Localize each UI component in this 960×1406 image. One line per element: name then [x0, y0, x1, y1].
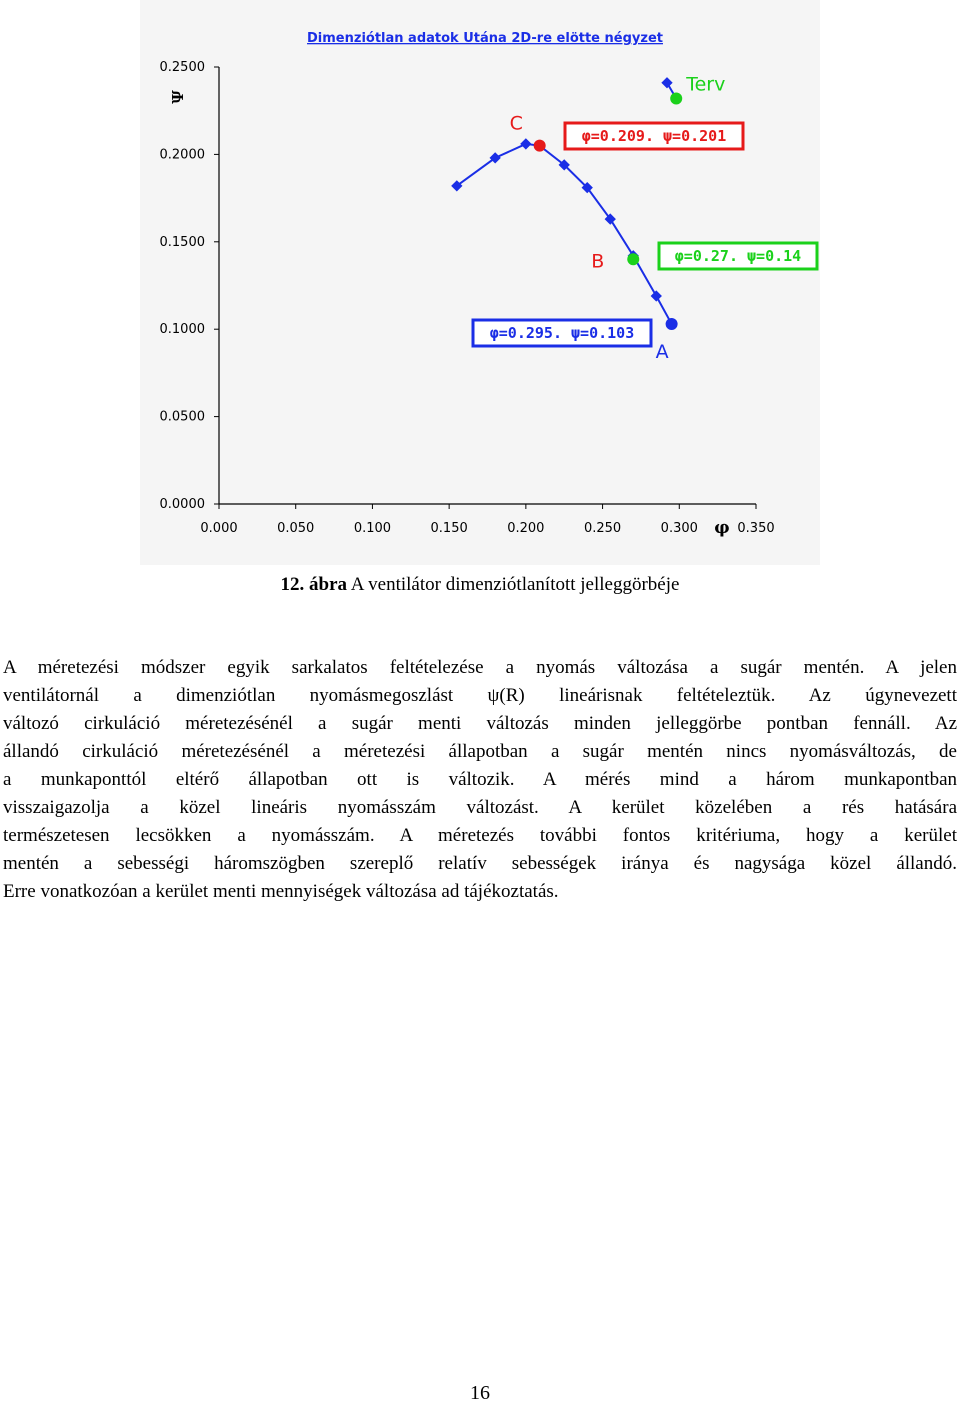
page-number: 16 [470, 1382, 490, 1404]
paragraph-line: változó cirkuláció méretezésénél a sugár menti változás minden jelleggörbe pontban fennáll. Az [3, 713, 957, 734]
y-tick-label: 0.0500 [159, 409, 205, 425]
marker-label: A [655, 340, 669, 363]
chart-title: Dimenziótlan adatok Utána 2D-re elötte négyzet [307, 31, 663, 46]
y-tick-label: 0.1000 [159, 322, 205, 338]
paragraph-line: állandó cirkuláció méretezésénél a méretezési állapotban a sugár mentén nincs nyomásváltozás, de [3, 741, 957, 762]
caption-text: A ventilátor dimenziótlanított jelleggörbéje [350, 574, 680, 595]
marker-label: Terv [686, 73, 726, 96]
x-tick-label: 0.150 [430, 521, 468, 536]
psi-phi-chart [140, 0, 820, 565]
x-tick-label: 0.000 [200, 521, 238, 536]
series-line [457, 144, 672, 324]
figure [140, 0, 820, 565]
marker-label: C [509, 112, 523, 135]
x-tick-label: 0.200 [507, 521, 545, 536]
x-tick-label: 0.050 [277, 521, 315, 536]
paragraph-line: a munkaponttól eltérő állapotban ott is változik. A mérés mind a három munkapontban [3, 769, 957, 790]
paragraph-line: Erre vonatkozóan a kerület menti mennyiségek változása ad tájékoztatás. [3, 881, 559, 902]
marker-c [534, 140, 546, 152]
y-tick-label: 0.0000 [159, 497, 205, 512]
paragraph-line: A méretezési módszer egyik sarkalatos feltételezése a nyomás változása a sugár mentén. A jelen [3, 657, 957, 678]
x-axis-label: φ [714, 518, 730, 538]
marker-label: B [591, 250, 605, 273]
data-point [651, 290, 662, 301]
y-tick-label: 0.1500 [159, 234, 205, 250]
x-tick-label: 0.100 [353, 521, 392, 536]
annotation-text: φ=0.209. ψ=0.201 [581, 127, 727, 145]
annotation-text: φ=0.27. ψ=0.14 [674, 247, 802, 265]
paragraph-line: mentén a sebességi háromszögben szereplő relatív sebességek iránya és nagysága közel állandó. [3, 853, 957, 874]
caption-number: 12. ábra [280, 574, 348, 595]
y-axis-label: Ψ [169, 90, 187, 104]
y-tick-label: 0.2500 [159, 60, 205, 75]
annotation-text: φ=0.295. ψ=0.103 [489, 324, 635, 342]
paragraph-line: visszaigazolja a közel lineáris nyomásszám változást. A kerület közelében a rés hatására [3, 797, 957, 818]
figure-caption [0, 574, 960, 596]
x-tick-label: 0.250 [583, 521, 622, 536]
marker-b [627, 253, 639, 265]
x-tick-label: 0.350 [737, 521, 775, 536]
paragraph-line: ventilátornál a dimenziótlan nyomásmegoszlást ψ(R) lineárisnak feltételeztük. Az úgynevezett [3, 685, 957, 706]
marker-a [666, 318, 678, 330]
data-point [661, 77, 672, 88]
marker-terv [670, 92, 682, 104]
paragraph-line: természetesen lecsökken a nyomásszám. A méretezés további fontos kritériuma, hogy a kerület [3, 825, 957, 846]
data-point [520, 138, 531, 149]
body-paragraph [3, 654, 957, 906]
y-tick-label: 0.2000 [159, 147, 205, 163]
x-tick-label: 0.300 [660, 521, 698, 536]
